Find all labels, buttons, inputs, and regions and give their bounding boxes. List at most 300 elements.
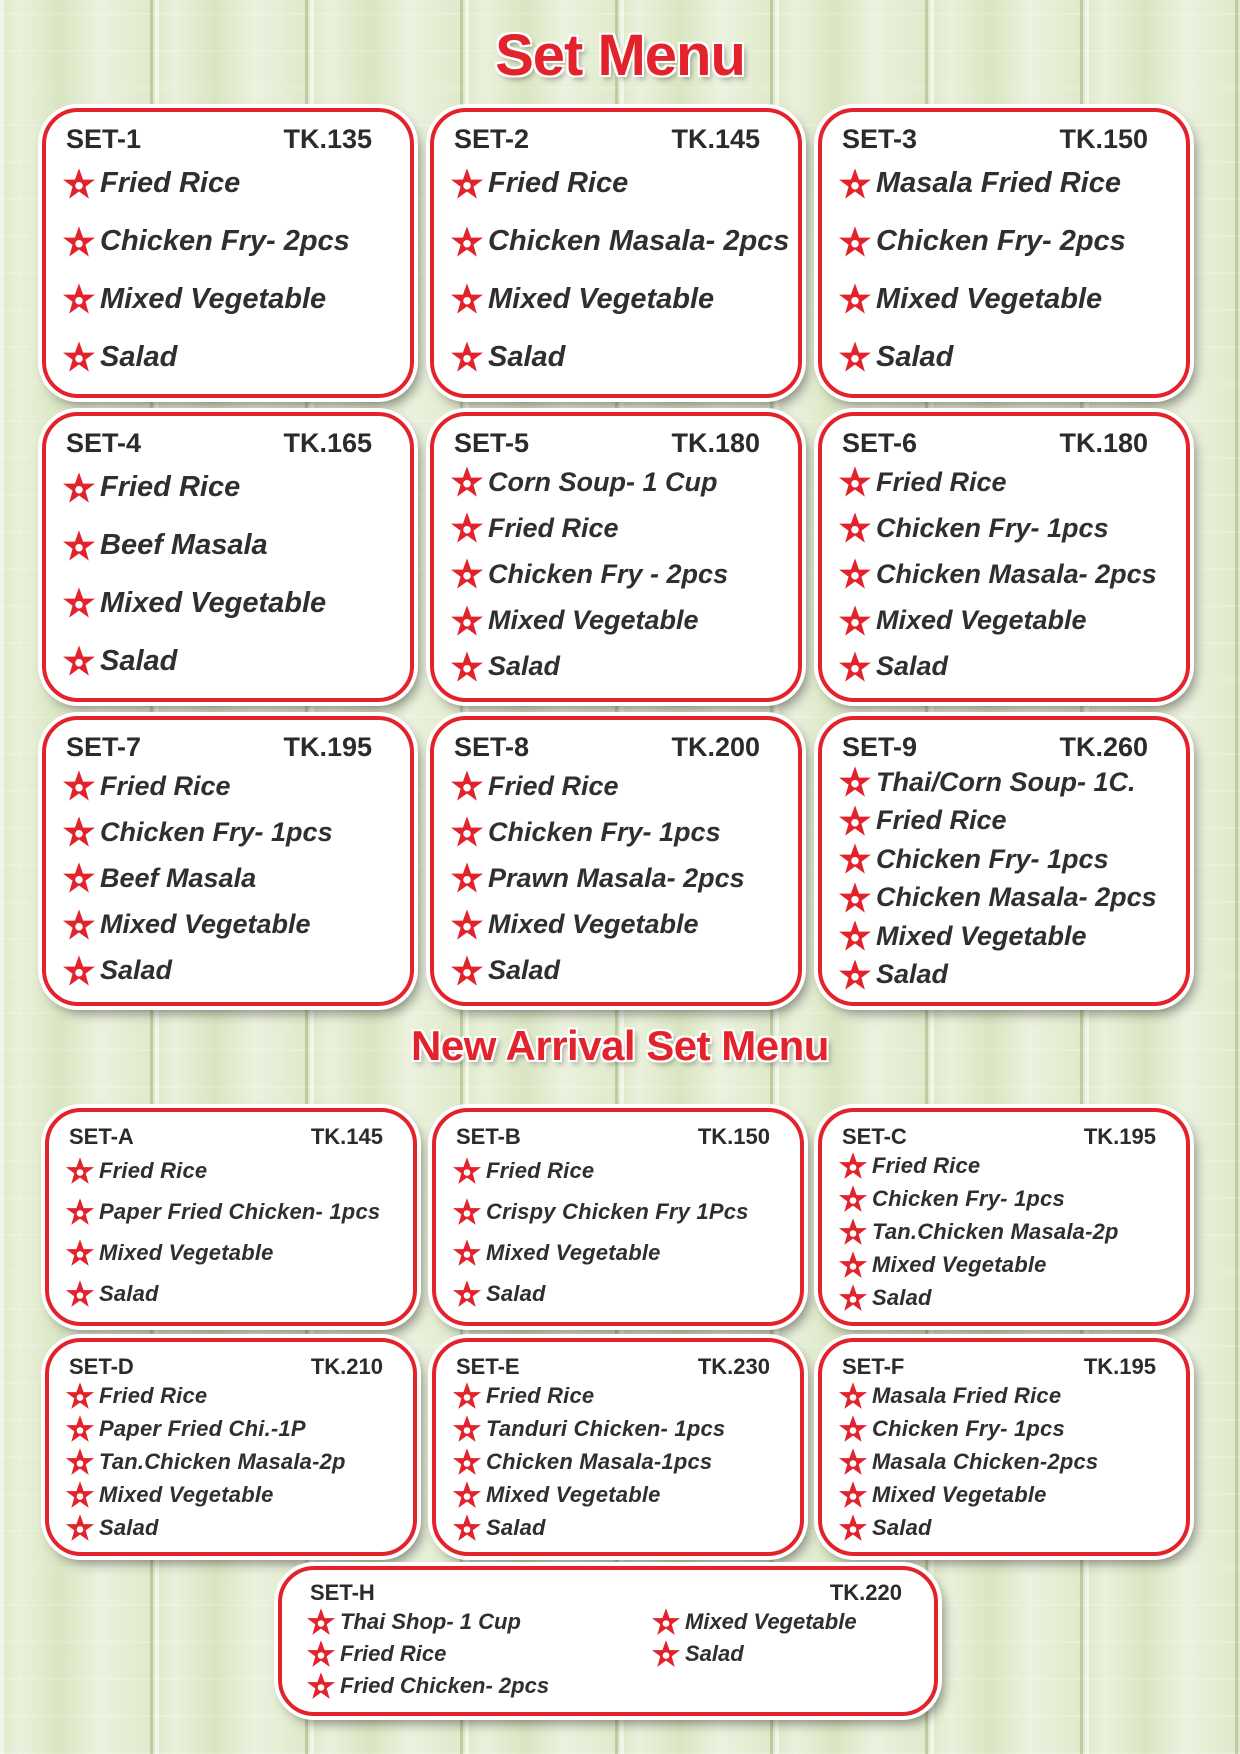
menu-item bbox=[62, 167, 394, 201]
menu-item bbox=[452, 1513, 784, 1543]
set-items bbox=[450, 155, 790, 386]
menu-item-label: Mixed Vegetable bbox=[486, 1239, 661, 1265]
star-icon bbox=[65, 1197, 95, 1227]
star-icon bbox=[452, 1480, 482, 1510]
set-price: TK.180 bbox=[1059, 428, 1148, 458]
set-card-set-d bbox=[45, 1338, 417, 1556]
set-card-set-h bbox=[278, 1566, 938, 1716]
star-icon bbox=[838, 1513, 868, 1543]
menu-item bbox=[62, 644, 394, 678]
menu-item bbox=[306, 1638, 651, 1670]
set-h-items bbox=[306, 1606, 916, 1702]
star-icon bbox=[452, 1513, 482, 1543]
star-icon bbox=[838, 1217, 868, 1247]
menu-item bbox=[62, 815, 394, 849]
set-name: SET-9 bbox=[842, 732, 918, 762]
set-items bbox=[65, 1380, 397, 1544]
menu-item-label: Thai/Corn Soup- 1C. bbox=[876, 766, 1136, 797]
set-items bbox=[65, 1150, 397, 1314]
set-header bbox=[838, 1124, 1170, 1150]
set-header bbox=[838, 124, 1170, 155]
set-name: SET-5 bbox=[454, 428, 530, 458]
set-items bbox=[838, 155, 1170, 386]
star-icon bbox=[62, 167, 96, 201]
new-arrival-title: New Arrival Set Menu bbox=[411, 1022, 829, 1069]
menu-item-label: Beef Masala bbox=[100, 862, 257, 893]
star-icon bbox=[838, 282, 872, 316]
menu-item-label: Chicken Fry- 1pcs bbox=[876, 843, 1109, 874]
set-price: TK.210 bbox=[310, 1354, 383, 1379]
star-icon bbox=[450, 604, 484, 638]
set-card-set-f bbox=[818, 1338, 1190, 1556]
star-icon bbox=[452, 1197, 482, 1227]
star-icon bbox=[65, 1480, 95, 1510]
star-icon bbox=[838, 557, 872, 591]
menu-item bbox=[306, 1670, 651, 1702]
menu-item bbox=[838, 1217, 1170, 1247]
set-card-set-b bbox=[432, 1108, 804, 1326]
menu-item-label: Fried Rice bbox=[100, 471, 241, 504]
menu-item bbox=[450, 908, 782, 942]
set-card-set-8 bbox=[430, 716, 802, 1006]
star-icon bbox=[65, 1414, 95, 1444]
star-icon bbox=[306, 1671, 336, 1701]
menu-item bbox=[838, 557, 1170, 591]
menu-item bbox=[838, 1447, 1170, 1477]
set-price: TK.150 bbox=[1059, 124, 1148, 154]
menu-item bbox=[306, 1606, 651, 1638]
menu-item bbox=[62, 908, 394, 942]
star-icon bbox=[65, 1447, 95, 1477]
star-icon bbox=[65, 1156, 95, 1186]
set-price: TK.180 bbox=[671, 428, 760, 458]
menu-item bbox=[65, 1513, 397, 1543]
set-header bbox=[452, 1124, 784, 1150]
menu-item bbox=[452, 1279, 784, 1309]
menu-item bbox=[838, 881, 1170, 915]
set-header bbox=[65, 1354, 397, 1380]
menu-item-label: Fried Rice bbox=[488, 770, 619, 801]
menu-item bbox=[450, 557, 782, 591]
star-icon bbox=[450, 815, 484, 849]
menu-item bbox=[62, 769, 394, 803]
set-header bbox=[62, 428, 394, 459]
menu-item bbox=[450, 954, 782, 988]
star-icon bbox=[306, 1607, 336, 1637]
menu-item bbox=[651, 1606, 857, 1638]
menu-item bbox=[838, 225, 1170, 259]
menu-item bbox=[651, 1638, 857, 1670]
star-icon bbox=[838, 340, 872, 374]
menu-item-label: Salad bbox=[99, 1280, 159, 1306]
set-price: TK.135 bbox=[283, 124, 372, 154]
menu-item-label: Mixed Vegetable bbox=[872, 1251, 1047, 1277]
menu-item-label: Masala Chicken-2pcs bbox=[872, 1448, 1099, 1474]
menu-item bbox=[62, 282, 394, 316]
menu-item-label: Chicken Fry- 2pcs bbox=[876, 225, 1126, 258]
set-name: SET-3 bbox=[842, 124, 918, 154]
set-items bbox=[838, 1380, 1170, 1544]
star-icon bbox=[62, 471, 96, 505]
menu-item-label: Fried Chicken- 2pcs bbox=[340, 1673, 550, 1698]
menu-item-label: Thai Shop- 1 Cup bbox=[340, 1609, 521, 1634]
menu-item-label: Chicken Fry- 1pcs bbox=[100, 816, 333, 847]
star-icon bbox=[838, 1414, 868, 1444]
menu-item bbox=[62, 529, 394, 563]
star-icon bbox=[838, 842, 872, 876]
menu-item-label: Salad bbox=[100, 955, 173, 986]
star-icon bbox=[65, 1279, 95, 1309]
set-header bbox=[450, 428, 782, 459]
menu-item-label: Mixed Vegetable bbox=[99, 1481, 274, 1507]
menu-item-label: Chicken Masala- 2pcs bbox=[488, 225, 790, 258]
set-name: SET-6 bbox=[842, 428, 918, 458]
star-icon bbox=[62, 908, 96, 942]
star-icon bbox=[450, 650, 484, 684]
menu-item bbox=[450, 604, 782, 638]
menu-item-label: Fried Rice bbox=[488, 512, 619, 543]
star-icon bbox=[838, 225, 872, 259]
set-price: TK.195 bbox=[283, 732, 372, 762]
menu-item bbox=[65, 1197, 397, 1227]
menu-item-label: Salad bbox=[876, 959, 949, 990]
menu-item bbox=[452, 1414, 784, 1444]
star-icon bbox=[838, 958, 872, 992]
menu-item-label: Paper Fried Chi.-1P bbox=[99, 1416, 306, 1442]
set-name: SET-C bbox=[842, 1124, 907, 1149]
star-icon bbox=[838, 167, 872, 201]
star-icon bbox=[450, 225, 484, 259]
menu-item bbox=[450, 340, 782, 374]
menu-item bbox=[838, 340, 1170, 374]
menu-item-label: Salad bbox=[488, 955, 561, 986]
menu-item bbox=[838, 1381, 1170, 1411]
set-items bbox=[62, 459, 394, 690]
set-name: SET-F bbox=[842, 1354, 905, 1379]
menu-item bbox=[450, 282, 782, 316]
star-icon bbox=[450, 557, 484, 591]
star-icon bbox=[838, 1480, 868, 1510]
set-card-set-a bbox=[45, 1108, 417, 1326]
menu-item bbox=[452, 1197, 784, 1227]
menu-item-label: Fried Rice bbox=[486, 1157, 595, 1183]
menu-item-label: Chicken Fry- 1pcs bbox=[872, 1416, 1065, 1442]
menu-item-label: Salad bbox=[685, 1641, 744, 1666]
menu-item bbox=[838, 1513, 1170, 1543]
menu-item-label: Mixed Vegetable bbox=[876, 920, 1087, 951]
menu-item-label: Corn Soup- 1 Cup bbox=[488, 466, 718, 497]
set-name: SET-A bbox=[69, 1124, 134, 1149]
star-icon bbox=[838, 1381, 868, 1411]
star-icon bbox=[62, 586, 96, 620]
menu-item bbox=[450, 861, 782, 895]
menu-item-label: Chicken Fry- 2pcs bbox=[100, 225, 350, 258]
menu-item-label: Salad bbox=[872, 1514, 932, 1540]
menu-item-label: Fried Rice bbox=[99, 1157, 208, 1183]
star-icon bbox=[65, 1381, 95, 1411]
menu-item-label: Tan.Chicken Masala-2p bbox=[872, 1218, 1119, 1244]
menu-item-label: Crispy Chicken Fry 1Pcs bbox=[486, 1198, 749, 1224]
menu-item bbox=[62, 225, 394, 259]
menu-item bbox=[838, 919, 1170, 953]
star-icon bbox=[62, 861, 96, 895]
star-icon bbox=[452, 1381, 482, 1411]
star-icon bbox=[838, 919, 872, 953]
menu-item-label: Salad bbox=[488, 651, 561, 682]
set-name: SET-2 bbox=[454, 124, 530, 154]
menu-item-label: Mixed Vegetable bbox=[486, 1481, 661, 1507]
menu-item-label: Chicken Masala- 2pcs bbox=[876, 882, 1157, 913]
set-card-set-3 bbox=[818, 108, 1190, 398]
star-icon bbox=[450, 340, 484, 374]
menu-item bbox=[62, 586, 394, 620]
menu-item bbox=[450, 769, 782, 803]
menu-item-label: Mixed Vegetable bbox=[99, 1239, 274, 1265]
star-icon bbox=[450, 167, 484, 201]
set-header bbox=[306, 1580, 916, 1606]
set-price: TK.145 bbox=[671, 124, 760, 154]
star-icon bbox=[838, 465, 872, 499]
menu-item-label: Mixed Vegetable bbox=[488, 282, 715, 315]
star-icon bbox=[838, 1184, 868, 1214]
star-icon bbox=[450, 908, 484, 942]
menu-item-label: Mixed Vegetable bbox=[488, 909, 699, 940]
set-card-set-c bbox=[818, 1108, 1190, 1326]
menu-item bbox=[838, 465, 1170, 499]
set-header bbox=[452, 1354, 784, 1380]
menu-item-label: Fried Rice bbox=[486, 1383, 595, 1409]
star-icon bbox=[452, 1414, 482, 1444]
menu-item bbox=[452, 1156, 784, 1186]
menu-item-label: Fried Rice bbox=[100, 770, 231, 801]
set-name: SET-E bbox=[456, 1354, 520, 1379]
star-icon bbox=[62, 529, 96, 563]
menu-item bbox=[452, 1381, 784, 1411]
star-icon bbox=[838, 650, 872, 684]
menu-item bbox=[62, 340, 394, 374]
menu-item bbox=[838, 282, 1170, 316]
set-name: SET-D bbox=[69, 1354, 134, 1379]
menu-item-label: Chicken Masala-1pcs bbox=[486, 1448, 713, 1474]
menu-item-label: Mixed Vegetable bbox=[100, 909, 311, 940]
menu-item bbox=[450, 815, 782, 849]
star-icon bbox=[65, 1513, 95, 1543]
set-card-set-6 bbox=[818, 412, 1190, 702]
star-icon bbox=[62, 340, 96, 374]
star-icon bbox=[838, 765, 872, 799]
set-items bbox=[450, 763, 782, 994]
menu-item bbox=[838, 765, 1170, 799]
set-price: TK.230 bbox=[697, 1354, 770, 1379]
set-items bbox=[838, 763, 1170, 994]
menu-item-label: Salad bbox=[100, 644, 178, 677]
star-icon bbox=[306, 1639, 336, 1669]
star-icon bbox=[838, 804, 872, 838]
menu-item-label: Salad bbox=[876, 651, 949, 682]
star-icon bbox=[838, 1250, 868, 1280]
menu-item-label: Salad bbox=[99, 1514, 159, 1540]
star-icon bbox=[651, 1639, 681, 1669]
menu-item-label: Salad bbox=[872, 1284, 932, 1310]
set-items bbox=[838, 1150, 1170, 1314]
page-title: Set Menu bbox=[495, 23, 745, 88]
set-header bbox=[838, 428, 1170, 459]
menu-item bbox=[838, 167, 1170, 201]
menu-item bbox=[65, 1414, 397, 1444]
set-items bbox=[62, 155, 394, 386]
menu-item-label: Paper Fried Chicken- 1pcs bbox=[99, 1198, 381, 1224]
set-price: TK.165 bbox=[283, 428, 372, 458]
set-price: TK.150 bbox=[697, 1124, 770, 1149]
menu-item-label: Salad bbox=[486, 1280, 546, 1306]
star-icon bbox=[452, 1447, 482, 1477]
star-icon bbox=[838, 1447, 868, 1477]
menu-item-label: Mixed Vegetable bbox=[876, 605, 1087, 636]
set-card-set-9 bbox=[818, 716, 1190, 1006]
set-items bbox=[62, 763, 394, 994]
menu-item bbox=[65, 1381, 397, 1411]
star-icon bbox=[452, 1238, 482, 1268]
menu-item bbox=[838, 1283, 1170, 1313]
menu-item-label: Prawn Masala- 2pcs bbox=[488, 862, 745, 893]
menu-item bbox=[838, 1151, 1170, 1181]
star-icon bbox=[838, 604, 872, 638]
set-name: SET-1 bbox=[66, 124, 142, 154]
set-header bbox=[65, 1124, 397, 1150]
star-icon bbox=[452, 1156, 482, 1186]
set-name: SET-H bbox=[310, 1580, 375, 1605]
set-price: TK.220 bbox=[829, 1580, 902, 1605]
menu-item bbox=[838, 511, 1170, 545]
star-icon bbox=[450, 769, 484, 803]
menu-item-label: Fried Rice bbox=[876, 805, 1007, 836]
menu-item bbox=[838, 604, 1170, 638]
set-header bbox=[62, 124, 394, 155]
menu-item-label: Chicken Fry - 2pcs bbox=[488, 558, 729, 589]
menu-item bbox=[838, 650, 1170, 684]
star-icon bbox=[65, 1238, 95, 1268]
menu-item bbox=[450, 225, 790, 259]
menu-item bbox=[450, 167, 782, 201]
set-price: TK.260 bbox=[1059, 732, 1148, 762]
star-icon bbox=[62, 815, 96, 849]
menu-item-label: Salad bbox=[100, 340, 178, 373]
menu-item-label: Fried Rice bbox=[100, 167, 241, 200]
set-h-items-left bbox=[306, 1606, 651, 1702]
set-header bbox=[450, 124, 782, 155]
menu-item bbox=[65, 1156, 397, 1186]
menu-item bbox=[838, 804, 1170, 838]
set-name: SET-8 bbox=[454, 732, 530, 762]
set-header bbox=[62, 732, 394, 763]
menu-item-label: Beef Masala bbox=[100, 529, 268, 562]
menu-item-label: Chicken Fry- 1pcs bbox=[876, 512, 1109, 543]
menu-item-label: Salad bbox=[876, 340, 954, 373]
set-header bbox=[450, 732, 782, 763]
star-icon bbox=[450, 511, 484, 545]
menu-item-label: Mixed Vegetable bbox=[685, 1609, 857, 1634]
set-card-set-4 bbox=[42, 412, 414, 702]
star-icon bbox=[450, 465, 484, 499]
star-icon bbox=[62, 282, 96, 316]
menu-item bbox=[838, 842, 1170, 876]
star-icon bbox=[838, 1283, 868, 1313]
star-icon bbox=[838, 881, 872, 915]
star-icon bbox=[62, 644, 96, 678]
star-icon bbox=[838, 511, 872, 545]
set-items bbox=[838, 459, 1170, 690]
set-name: SET-B bbox=[456, 1124, 521, 1149]
menu-item bbox=[62, 471, 394, 505]
menu-item-label: Salad bbox=[486, 1514, 546, 1540]
set-name: SET-4 bbox=[66, 428, 142, 458]
menu-item bbox=[65, 1279, 397, 1309]
menu-item bbox=[838, 1480, 1170, 1510]
set-h-items-right bbox=[651, 1606, 857, 1702]
menu-item bbox=[65, 1238, 397, 1268]
menu-item-label: Tan.Chicken Masala-2p bbox=[99, 1448, 346, 1474]
menu-item-label: Chicken Fry- 1pcs bbox=[872, 1186, 1065, 1212]
menu-item bbox=[450, 465, 782, 499]
set-card-set-1 bbox=[42, 108, 414, 398]
set-price: TK.195 bbox=[1083, 1124, 1156, 1149]
menu-item-label: Fried Rice bbox=[488, 167, 629, 200]
star-icon bbox=[62, 769, 96, 803]
menu-item bbox=[62, 954, 394, 988]
menu-item-label: Fried Rice bbox=[876, 466, 1007, 497]
menu-item-label: Fried Rice bbox=[340, 1641, 447, 1666]
set-price: TK.200 bbox=[671, 732, 760, 762]
menu-item bbox=[452, 1238, 784, 1268]
set-items bbox=[452, 1380, 784, 1544]
set-items bbox=[452, 1150, 784, 1314]
menu-item bbox=[452, 1447, 784, 1477]
menu-item bbox=[838, 1414, 1170, 1444]
set-price: TK.195 bbox=[1083, 1354, 1156, 1379]
menu-item bbox=[450, 511, 782, 545]
menu-item-label: Mixed Vegetable bbox=[872, 1481, 1047, 1507]
menu-item-label: Tanduri Chicken- 1pcs bbox=[486, 1416, 726, 1442]
set-name: SET-7 bbox=[66, 732, 142, 762]
star-icon bbox=[62, 225, 96, 259]
set-items bbox=[450, 459, 782, 690]
star-icon bbox=[62, 954, 96, 988]
star-icon bbox=[651, 1607, 681, 1637]
star-icon bbox=[450, 861, 484, 895]
set-header bbox=[838, 1354, 1170, 1380]
menu-item-label: Fried Rice bbox=[872, 1153, 981, 1179]
set-header bbox=[838, 732, 1170, 763]
menu-item-label: Masala Fried Rice bbox=[872, 1383, 1062, 1409]
menu-item bbox=[452, 1480, 784, 1510]
menu-item bbox=[838, 958, 1170, 992]
star-icon bbox=[838, 1151, 868, 1181]
star-icon bbox=[452, 1279, 482, 1309]
set-price: TK.145 bbox=[310, 1124, 383, 1149]
menu-item bbox=[450, 650, 782, 684]
menu-item-label: Mixed Vegetable bbox=[100, 282, 327, 315]
star-icon bbox=[450, 954, 484, 988]
menu-item-label: Fried Rice bbox=[99, 1383, 208, 1409]
menu-item-label: Mixed Vegetable bbox=[100, 586, 327, 619]
menu-item bbox=[65, 1447, 397, 1477]
menu-item-label: Mixed Vegetable bbox=[876, 282, 1103, 315]
menu-item bbox=[65, 1480, 397, 1510]
menu-item bbox=[62, 861, 394, 895]
set-card-set-2 bbox=[430, 108, 802, 398]
menu-item-label: Chicken Fry- 1pcs bbox=[488, 816, 721, 847]
menu-item-label: Masala Fried Rice bbox=[876, 167, 1121, 200]
